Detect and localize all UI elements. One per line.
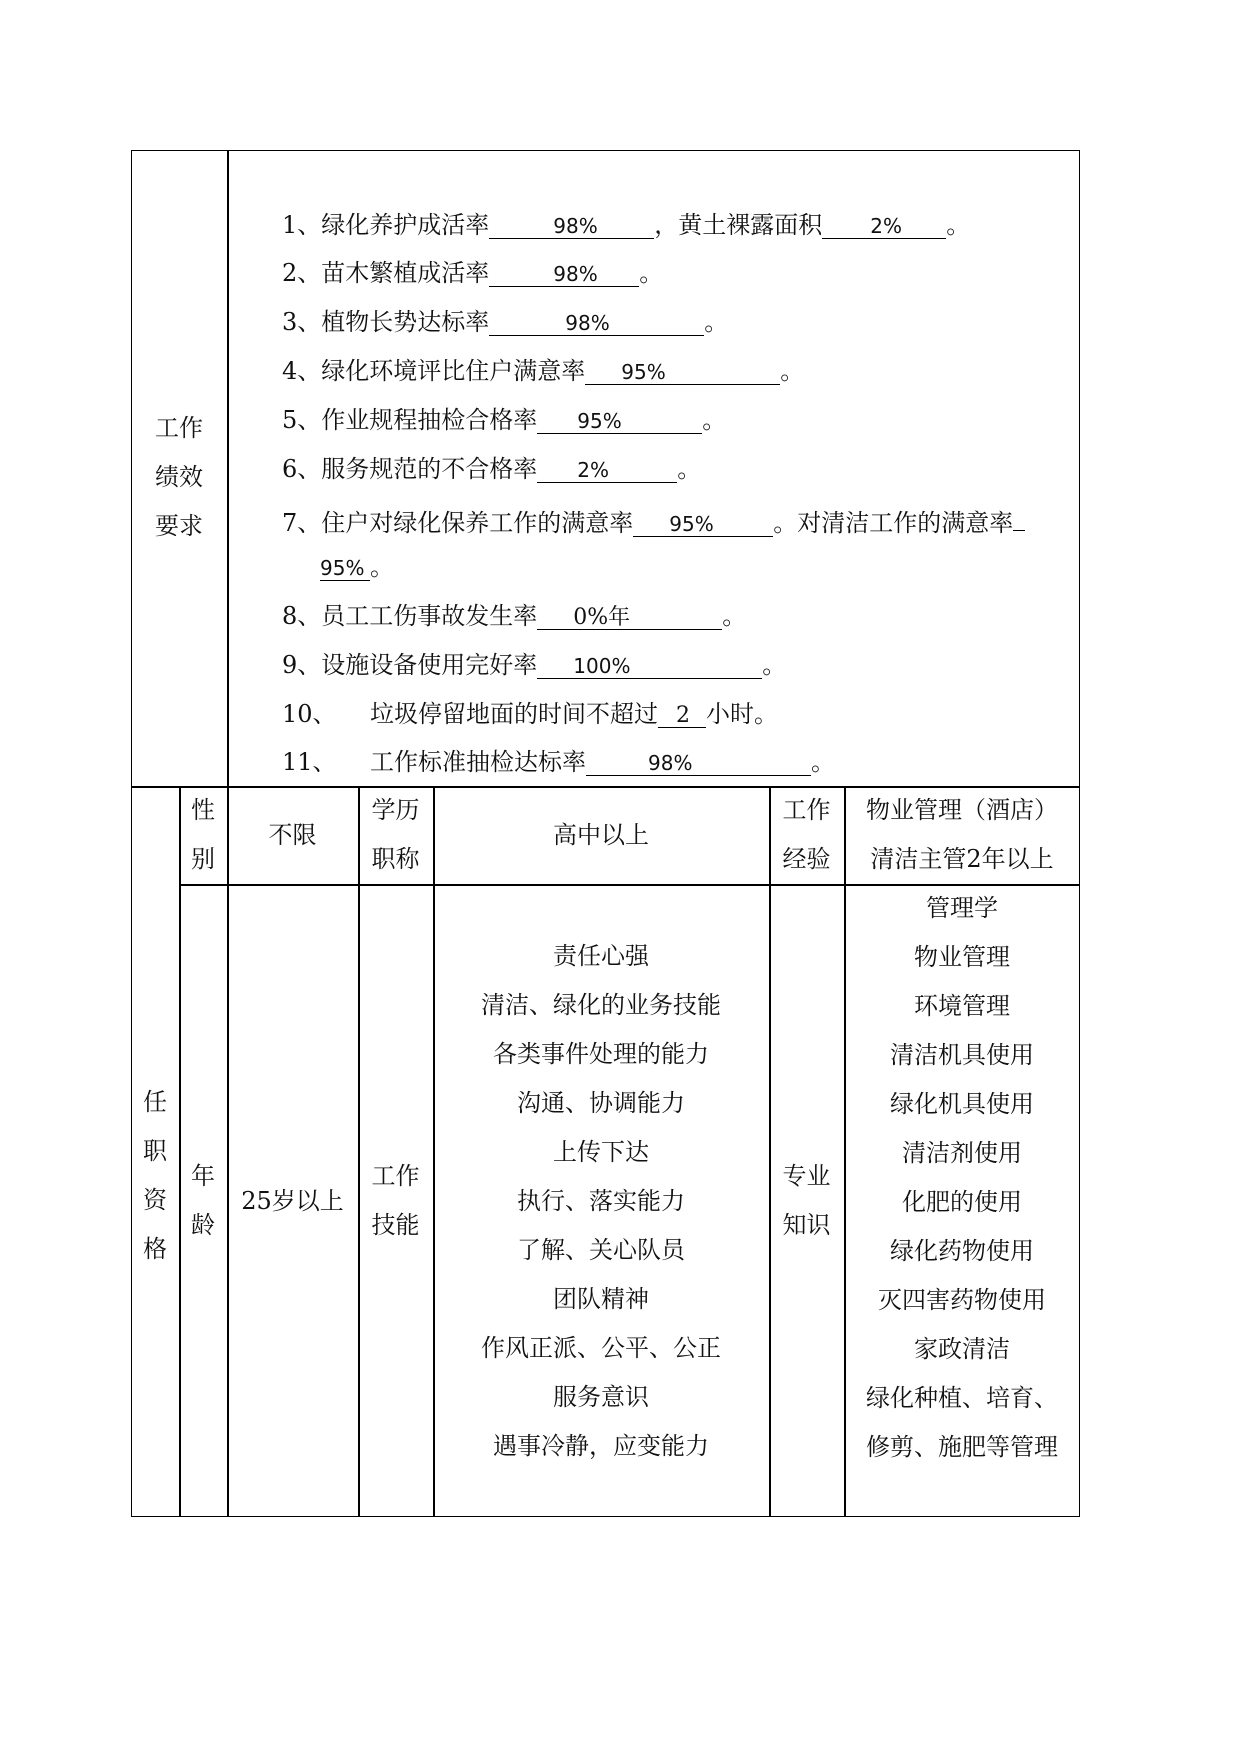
- list-item: 管理学: [926, 894, 998, 922]
- perf-row-7-cont: 95% 。: [320, 553, 394, 581]
- edu-value: 高中以上: [553, 821, 649, 849]
- age-label: 年 龄: [191, 1162, 215, 1239]
- list-item: 各类事件处理的能力: [493, 1040, 709, 1068]
- list-item: 家政清洁: [914, 1335, 1010, 1363]
- perf-row-7: 7、住户对绿化保养工作的满意率 95% 。对清洁工作的满意率: [282, 503, 1025, 538]
- sex-label: 性 别: [191, 796, 215, 873]
- list-item: 作风正派、公平、公正: [481, 1334, 721, 1362]
- list-item: 环境管理: [914, 992, 1010, 1020]
- list-item: 上传下达: [553, 1138, 649, 1166]
- list-item: 灭四害药物使用: [878, 1286, 1046, 1314]
- perf-row-10: 10、 垃圾停留地面的时间不超过 2 小时。: [282, 700, 778, 728]
- list-item: 了解、关心队员: [517, 1236, 685, 1264]
- skill-label: 工作 技能: [371, 1162, 420, 1239]
- age-value: 25岁以上: [241, 1187, 344, 1215]
- knowledge-list: [844, 884, 1080, 1472]
- perf-row-2: 2、苗木繁植成活率 98% 。: [282, 259, 664, 287]
- list-item: 物业管理: [914, 943, 1010, 971]
- list-item: 服务意识: [553, 1383, 649, 1411]
- list-item: 化肥的使用: [902, 1188, 1022, 1216]
- edu-label: 学历 职称: [371, 796, 420, 873]
- list-item: 遇事冷静，应变能力: [493, 1432, 709, 1460]
- list-item: 清洁、绿化的业务技能: [481, 991, 721, 1019]
- perf-row-4: 4、绿化环境评比住户满意率 95% 。: [282, 357, 805, 385]
- qual-label: 任 职 资 格: [143, 1088, 167, 1263]
- list-item: 沟通、协调能力: [517, 1089, 685, 1117]
- list-item: 绿化种植、培育、: [866, 1384, 1058, 1412]
- list-item: 清洁剂使用: [902, 1139, 1022, 1167]
- exp-value: 物业管理（酒店） 清洁主管2年以上: [866, 796, 1058, 873]
- perf-row-3: 3、植物长势达标率 98% 。: [282, 308, 729, 336]
- know-label: 专业 知识: [782, 1162, 831, 1239]
- skills-list: [433, 932, 769, 1471]
- perf-row-5: 5、作业规程抽检合格率 95% 。: [282, 406, 727, 434]
- list-item: 绿化药物使用: [890, 1237, 1034, 1265]
- list-item: 执行、落实能力: [517, 1187, 685, 1215]
- exp-label: 工作 经验: [782, 796, 831, 873]
- list-item: 团队精神: [553, 1285, 649, 1313]
- list-item: 修剪、施肥等管理: [866, 1433, 1058, 1461]
- perf-row-8: 8、员工工伤事故发生率 0%年 。: [282, 602, 747, 630]
- perf-label: 工作 绩效 要求: [155, 414, 203, 540]
- perf-row-6: 6、服务规范的不合格率 2% 。: [282, 455, 702, 483]
- list-item: 责任心强: [553, 942, 649, 970]
- list-item: 清洁机具使用: [890, 1041, 1034, 1069]
- perf-row-1: 1、绿化养护成活率 98% ，黄土裸露面积 2% 。: [282, 211, 971, 239]
- list-item: 绿化机具使用: [890, 1090, 1034, 1118]
- perf-row-9: 9、设施设备使用完好率 100% 。: [282, 651, 787, 679]
- perf-row-11: 11、 工作标准抽检达标率 98% 。: [282, 748, 835, 776]
- sex-value: 不限: [268, 821, 317, 849]
